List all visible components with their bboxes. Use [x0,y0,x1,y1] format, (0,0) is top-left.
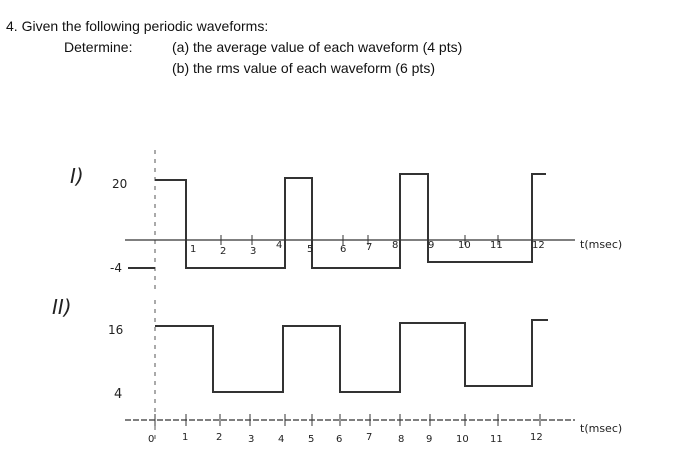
waveform-2-y-tick-high: 16 [108,323,124,337]
waveform-1-x-tick: 1 [190,244,197,255]
waveform-1-x-tick: 2 [220,246,227,257]
waveform-1-y-tick-high: 20 [112,177,128,191]
waveform-2-x-tick: 5 [308,434,315,445]
waveform-1-x-tick: 7 [366,242,373,253]
waveform-2-x-tick: 4 [278,434,285,445]
waveform-2-x-tick: 0 [148,434,155,445]
waveform-1-x-tick: 3 [250,246,257,257]
question-title: 4. Given the following periodic waveforms: [6,18,269,34]
waveform-2-x-tick: 11 [490,434,503,445]
part-b: (b) the rms value of each waveform (6 pts) [172,60,435,76]
waveform-1-x-tick: 10 [458,240,471,251]
waveform-2-x-tick: 10 [456,434,469,445]
waveform-1-label: I) [70,164,84,188]
waveform-1-x-tick: 4 [276,240,283,251]
waveform-2-x-tick: 1 [182,432,189,443]
waveform-2-x-tick: 9 [426,434,433,445]
waveform-2-x-tick: 8 [398,434,405,445]
waveform-1 [70,150,622,290]
waveform-2-x-axis-label: t(msec) [580,422,623,435]
determine-label: Determine: [64,39,133,55]
waveform-2-x-tick: 7 [366,432,373,443]
waveform-1-x-tick: 5 [307,244,314,255]
waveform-2-x-tick: 3 [248,434,255,445]
waveform-1-x-tick: 6 [340,244,347,255]
waveform-1-trace [155,174,546,268]
waveform-2 [52,295,622,445]
waveform-1-x-tick: 12 [532,240,545,251]
waveform-1-x-axis-label: t(msec) [580,238,623,251]
part-a: (a) the average value of each waveform (4 pts) [172,39,463,55]
waveform-2-label: II) [52,295,72,319]
waveform-1-x-tick: 11 [490,240,503,251]
waveform-1-y-tick-low: -4 [110,261,122,275]
waveform-2-x-tick: 12 [530,432,543,443]
waveform-2-x-tick: 6 [336,434,343,445]
waveform-2-y-tick-low: 4 [114,387,123,402]
waveform-1-x-tick: 9 [428,240,435,251]
waveform-2-x-tick: 2 [216,432,223,443]
waveform-2-trace [155,320,548,392]
waveform-1-x-tick: 8 [392,240,399,251]
